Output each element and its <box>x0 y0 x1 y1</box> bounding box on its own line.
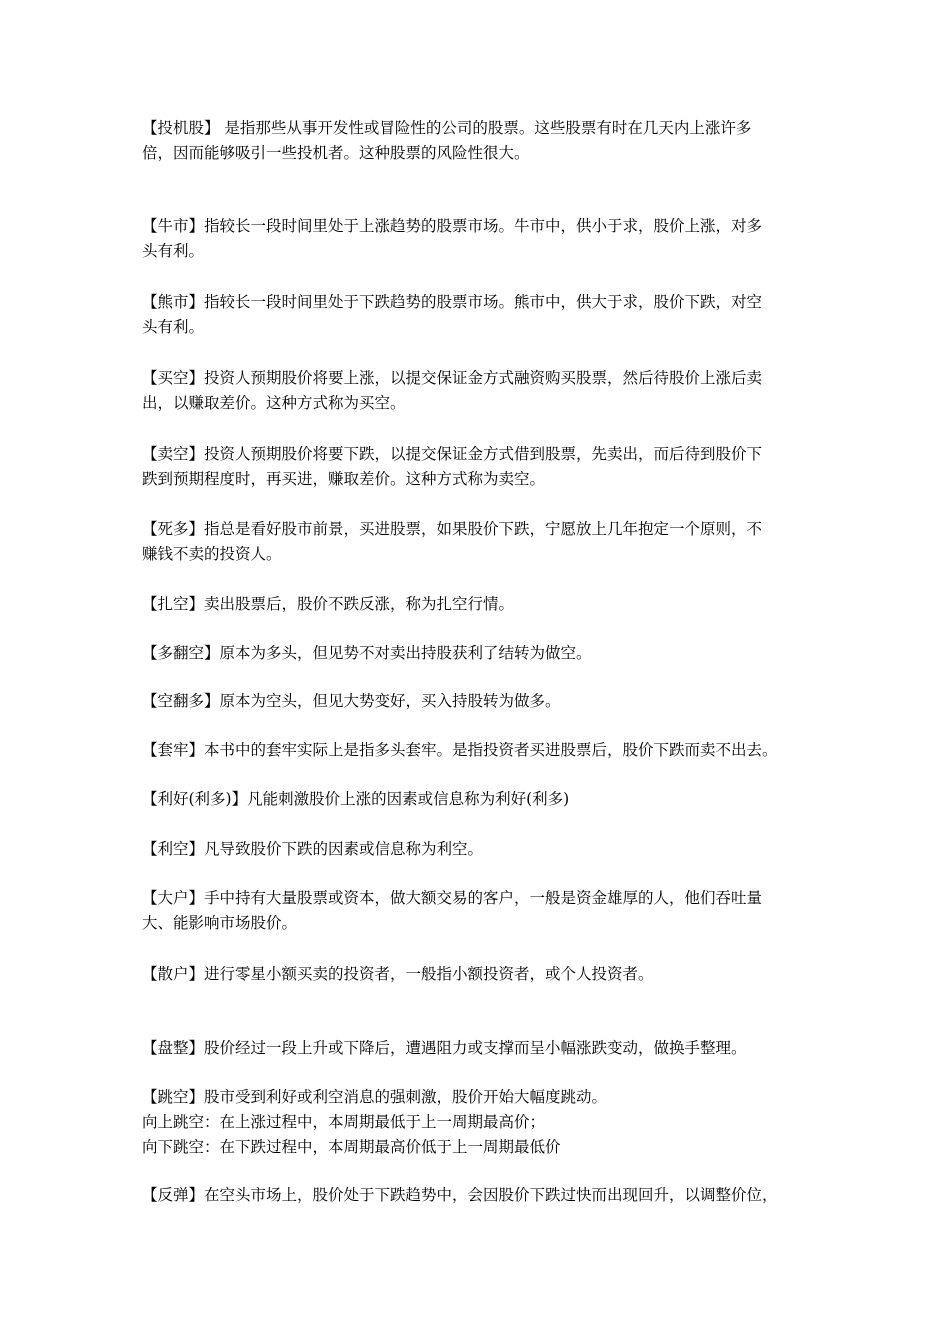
entry-line: 【利好(利多)】凡能刺激股价上涨的因素或信息称为利好(利多) <box>142 790 570 808</box>
entry-short-squeeze <box>142 592 814 617</box>
entry-line: 【大户】手中持有大量股票或资本，做大额交易的客户，一般是资金雄厚的人，他们吞吐量 <box>142 889 763 907</box>
entry-rebound <box>142 1183 814 1208</box>
entry-line: 跌到预期程度时，再买进，赚取差价。这种方式称为卖空。 <box>142 470 546 488</box>
entry-bullish-news <box>142 787 814 812</box>
entry-line: 【反弹】在空头市场上，股价处于下跌趋势中，会因股价下跌过快而出现回升，以调整价位， <box>142 1186 778 1204</box>
entry-line: 赚钱不卖的投资人。 <box>142 545 282 563</box>
entry-big-investor <box>142 886 814 936</box>
entry-line: 【跳空】股市受到利好或利空消息的强刺激，股价开始大幅度跳动。 <box>142 1088 608 1106</box>
entry-short-to-long <box>142 689 814 714</box>
entry-die-hard-bull <box>142 517 814 567</box>
entry-line: 【扎空】卖出股票后，股价不跌反涨，称为扎空行情。 <box>142 595 515 613</box>
entry-line: 【多翻空】原本为多头，但见势不对卖出持股获利了结转为做空。 <box>142 644 592 662</box>
entry-buy-long <box>142 366 814 416</box>
entry-short-sell <box>142 442 814 492</box>
entry-line: 向上跳空：在上涨过程中，本周期最低于上一周期最高价； <box>142 1113 546 1131</box>
entry-bearish-news <box>142 837 814 862</box>
entry-gap <box>142 1085 814 1160</box>
entry-line: 【空翻多】原本为空头，但见大势变好，买入持股转为做多。 <box>142 692 561 710</box>
entry-line: 向下跳空：在下跌过程中，本周期最高价低于上一周期最低价 <box>142 1138 561 1156</box>
entry-line: 【买空】投资人预期股价将要上涨，以提交保证金方式融资购买股票，然后待股价上涨后卖 <box>142 369 763 387</box>
entry-bear-market <box>142 290 814 340</box>
entry-line: 【牛市】指较长一段时间里处于上涨趋势的股票市场。牛市中，供小于求，股价上涨，对多 <box>142 217 763 235</box>
entry-consolidation <box>142 1036 814 1061</box>
entry-line: 【利空】凡导致股价下跌的因素或信息称为利空。 <box>142 840 484 858</box>
entry-line: 倍，因而能够吸引一些投机者。这种股票的风险性很大。 <box>142 144 530 162</box>
entry-line: 【盘整】股价经过一段上升或下降后，遭遇阻力或支撑而呈小幅涨跌变动，做换手整理。 <box>142 1039 747 1057</box>
entry-line: 【死多】指总是看好股市前景，买进股票，如果股价下跌，宁愿放上几年抱定一个原则，不 <box>142 520 763 538</box>
entry-bull-market <box>142 214 814 264</box>
entry-line: 【卖空】投资人预期股价将要下跌，以提交保证金方式借到股票，先卖出，而后待到股价下 <box>142 445 763 463</box>
entry-long-to-short <box>142 641 814 666</box>
entry-retail-investor <box>142 962 814 987</box>
entry-trapped <box>142 738 814 763</box>
entry-speculative-stock <box>142 116 814 166</box>
entry-line: 大、能影响市场股价。 <box>142 914 298 932</box>
entry-line: 【投机股】 是指那些从事开发性或冒险性的公司的股票。这些股票有时在几天内上涨许多 <box>142 119 752 137</box>
entry-line: 【套牢】本书中的套牢实际上是指多头套牢。是指投资者买进股票后，股价下跌而卖不出去。 <box>142 741 778 759</box>
entry-line: 头有利。 <box>142 318 205 336</box>
entry-line: 【熊市】指较长一段时间里处于下跌趋势的股票市场。熊市中，供大于求，股价下跌，对空 <box>142 293 763 311</box>
entry-line: 头有利。 <box>142 242 205 260</box>
entry-line: 【散户】进行零星小额买卖的投资者，一般指小额投资者，或个人投资者。 <box>142 965 654 983</box>
entry-line: 出，以赚取差价。这种方式称为买空。 <box>142 394 406 412</box>
